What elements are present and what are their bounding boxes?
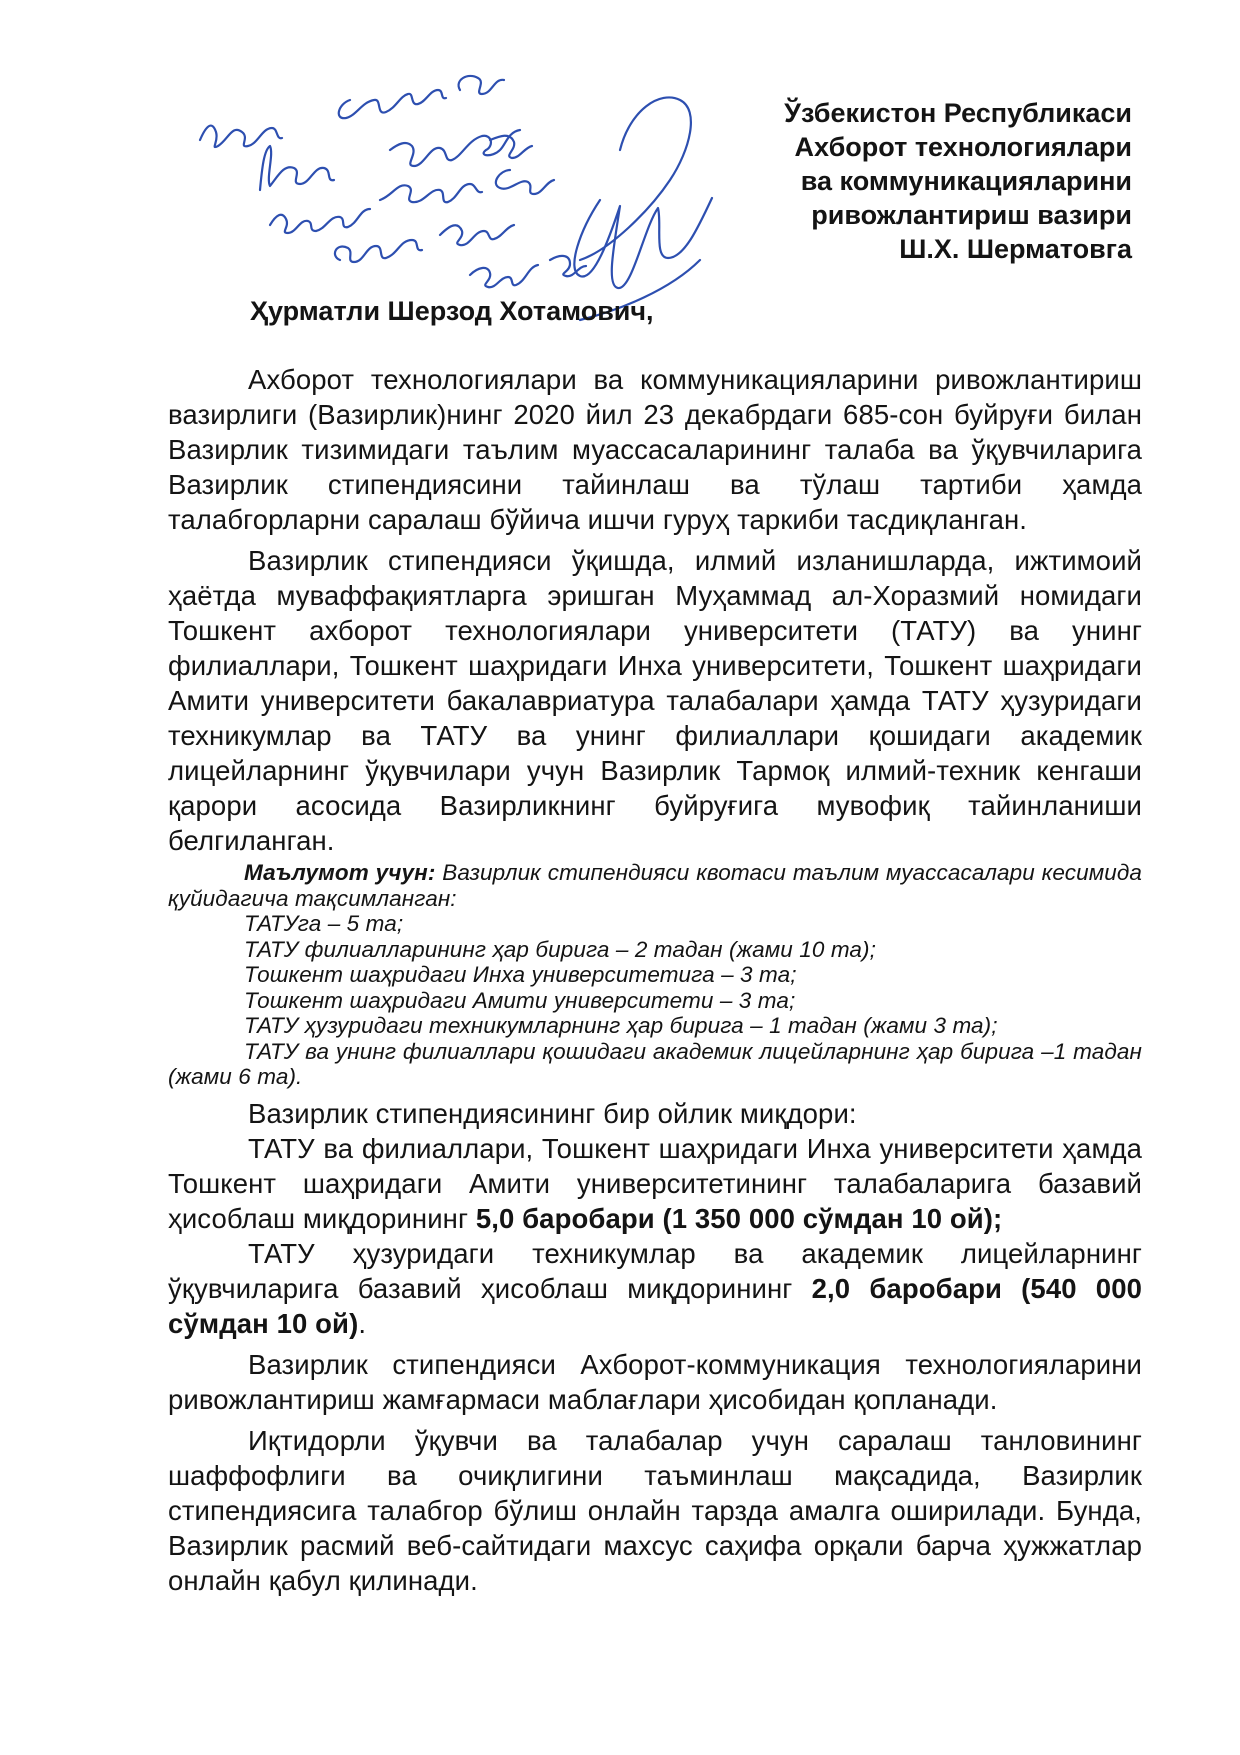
- paragraph: Вазирлик стипендияси ўқишда, илмий изланишларда, ижтимоий ҳаётда муваффақиятларга эришган Муҳаммад ал-Хоразмий номидаги Тошкент ахборот технологиялари университети (ТАТУ) ва унинг филиаллари, Тошкент шаҳридаги Инха университети, Тошкент шаҳридаги Амити университети бакалавриатура талабалари ҳамда ТАТУ ҳузуридаги техникумлар ва ТАТУ ва унинг филиаллари қошидаги академик лицейларнинг ўқувчилари учун Вазирлик Тармоқ илмий-техник кенгаши қарори асосида Вазирликнинг буйруғига мувофиқ тайинланиши белгиланган.: [168, 545, 1142, 856]
- letter-body: [168, 362, 1142, 1598]
- paragraph: Вазирлик стипендиясининг бир ойлик миқдори:: [248, 1097, 857, 1129]
- paragraph-text: ТАТУ ҳузуридаги техникумлар ва академик лицейларнинг ўқувчиларига базавий ҳисоблаш миқдорининг: [168, 1237, 1142, 1304]
- note-item: Тошкент шаҳридаги Амити университети – 3 та;: [244, 987, 796, 1013]
- paragraph: Вазирлик стипендияси Ахборот-коммуникация технологияларини ривожлантириш жамғармаси маблағлари ҳисобидан қопланади.: [168, 1348, 1142, 1415]
- paragraph: Ахборот технологиялари ва коммуникацияларини ривожлантириш вазирлиги (Вазирлик)нинг 2020 йил 23 декабрдаги 685-сон буйруғи билан Вазирлик тизимидаги таълим муассасаларининг талаба ва ўқувчиларига Вазирлик стипендиясини тайинлаш ва тўлаш тартиби ҳамда талабгорларни саралаш бўйича ишчи гуруҳ таркиби тасдиқланган.: [168, 364, 1142, 535]
- note-item: Тошкент шаҳридаги Инха университетига – 3 та;: [244, 962, 797, 987]
- paragraph: [168, 1131, 1142, 1236]
- addressee-line: Ахборот технологиялари: [794, 132, 1132, 162]
- info-note: [168, 860, 1142, 1090]
- paragraph-text: ТАТУ ва филиаллари, Тошкент шаҳридаги Инха университети ҳамда Тошкент шаҳридаги Амити университетининг талабаларига базавий ҳисоблаш миқдорининг: [168, 1132, 1142, 1234]
- addressee-line: ривожлантириш вазири: [811, 200, 1132, 230]
- addressee-block: [732, 96, 1132, 266]
- salutation: Ҳурматли Шерзод Хотамович,: [250, 296, 654, 326]
- note-intro: [168, 860, 1142, 911]
- addressee-line: ва коммуникацияларини: [800, 166, 1132, 196]
- note-label: Маълумот учун:: [244, 860, 436, 885]
- note-intro-text: Вазирлик стипендияси квотаси таълим муассасалари кесимида қуйидагича тақсимланган:: [168, 860, 1142, 911]
- paragraph: [168, 1236, 1142, 1341]
- note-item: ТАТУ ва унинг филиаллари қошидаги академик лицейларнинг ҳар бирига –1 тадан (жами 6 та).: [168, 1038, 1142, 1089]
- note-item: ТАТУга – 5 та;: [244, 911, 404, 936]
- paragraph-end: .: [358, 1307, 367, 1339]
- paragraph-bold: 2,0 баробари (540 000 сўмдан 10 ой): [168, 1272, 1142, 1339]
- addressee-line: Ш.Х. Шерматовга: [899, 234, 1132, 264]
- addressee-line: Ўзбекистон Республикаси: [784, 98, 1132, 128]
- note-item: ТАТУ ҳузуридаги техникумларнинг ҳар бирига – 1 тадан (жами 3 та);: [244, 1013, 998, 1038]
- note-item: ТАТУ филиалларининг ҳар бирига – 2 тадан (жами 10 та);: [244, 936, 876, 962]
- paragraph-bold: 5,0 баробари (1 350 000 сўмдан 10 ой);: [475, 1202, 1003, 1234]
- paragraph: Иқтидорли ўқувчи ва талабалар учун саралаш танловининг шаффофлиги ва очиқлигини таъминлаш мақсадида, Вазирлик стипендиясига талабгор бўлиш онлайн тарзда амалга оширилади. Бунда, Вазирлик расмий веб-сайтидаги махсус саҳифа орқали барча ҳужжатлар онлайн қабул қилинади.: [168, 1424, 1142, 1596]
